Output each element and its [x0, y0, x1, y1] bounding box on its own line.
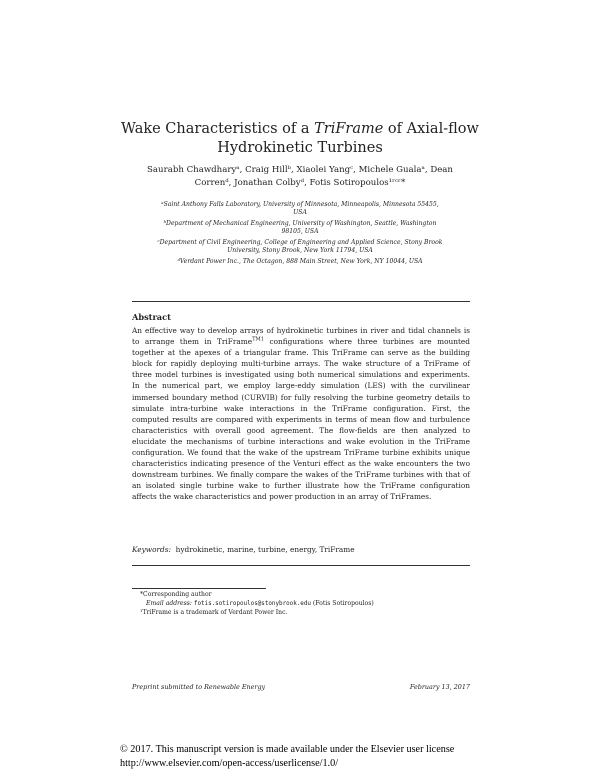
abstract-body: An effective way to develop arrays of hydrokinetic turbines in river and tidal channels is to arrange them in TriFrame$^{TM1}$ configurations where three turbines are mounted together at the apexes of a triangular frame. This TriFrame can serve as the building block for rapidly deploying multi-turbine arrays. The wake structure of a TriFrame of three model turbines is investigated using both numerical simulations and experiments. In the numerical part, we employ large-eddy simulation (LES) with the curvilinear immersed boundary method (CURVIB) for fully resolving the turbine geometry details to simulate intra-turbine wake interactions in the TriFrame configuration. First, the computed results are compared with experiments in terms of mean flow and turbulence characteristics with overall good agreement. The flow-fields are then analyzed to elucidate the mechanisms of turbine interactions and wake evolution in the TriFrame configuration. We found that the wake of the upstream TriFrame turbine exhibits unique characteristics indicating presence of the Venturi effect as the wake encounters the two downstream turbines. We finally compare the wakes of the TriFrame turbines with that of an isolated single turbine wake to further illustrate how the TriFrame configuration affects the wake characteristics and power production in an array of TriFrames.: [132, 326, 470, 502]
abstract-bottom-rule: [132, 565, 470, 566]
preprint-note: Preprint submitted to Renewable Energy: [132, 683, 266, 691]
title-line-2: Hydrokinetic Turbines: [217, 140, 383, 156]
license-url[interactable]: http://www.elsevier.com/open-access/userlicense/1.0/: [120, 758, 339, 769]
license-line-1: © 2017. This manuscript version is made available under the Elsevier user license: [120, 744, 455, 755]
keywords: [132, 545, 470, 554]
author-list: [130, 164, 470, 190]
title-line-1: Wake Characteristics of a TriFrame of Axial-flow: [121, 121, 479, 137]
footnote-corresponding: *Corresponding author: [140, 591, 212, 598]
footnote-rule: [132, 588, 266, 589]
affiliation-c: ᶜDepartment of Civil Engineering, College of Engineering and Applied Science, Stony Brook University, Stony Brook, New York 11794, USA: [157, 239, 443, 255]
paper-title: [0, 120, 600, 158]
affiliation-b: ᵇDepartment of Mechanical Engineering, University of Washington, Seattle, Washington 98105, USA: [163, 220, 437, 236]
footnote-email: Email address: fotis.sotiropoulos@stonybrook.edu (Fotis Sotiropoulos): [146, 600, 374, 607]
abstract-heading: Abstract: [132, 312, 171, 322]
affiliation-d: ᵈVerdant Power Inc., The Octagon, 888 Main Street, New York, NY 10044, USA: [177, 258, 423, 265]
authors-line-1: Saurabh Chawdharyᵃ, Craig Hillᵇ, Xiaolei Yangᶜ, Michele Gualaᵃ, Dean: [147, 165, 453, 175]
authors-line-2: Correnᵈ, Jonathan Colbyᵈ, Fotis Sotiropoulos¹ʳᶜʳ*: [194, 178, 406, 188]
footnote-trademark: ¹TriFrame is a trademark of Verdant Power Inc.: [140, 609, 288, 616]
email-link[interactable]: fotis.sotiropoulos@stonybrook.edu: [193, 601, 311, 607]
affiliation-a: ᵃSaint Anthony Falls Laboratory, University of Minnesota, Minneapolis, Minnesota 55455, USA: [161, 201, 439, 217]
trademark-superscript: TM1: [252, 336, 264, 343]
title-italic: TriFrame: [314, 121, 384, 137]
abstract-top-rule: [132, 301, 470, 302]
keywords-values: hydrokinetic, marine, turbine, energy, TriFrame: [175, 545, 355, 554]
keywords-label: Keywords:: [132, 545, 171, 554]
preprint-date: February 13, 2017: [409, 683, 470, 691]
